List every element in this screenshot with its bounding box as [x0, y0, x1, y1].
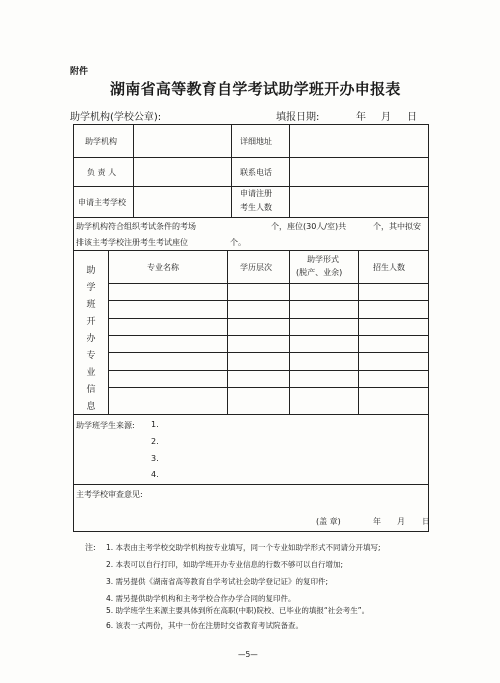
note-item: 4. 需另提供助学机构和主考学校合作办学合同的复印件。: [106, 594, 296, 603]
note-item: 3. 需另提供《湖南省高等教育自学考试社会助学登记证》的复印件;: [106, 577, 329, 586]
venue-line2-a: 排该主考学校注册考生考试座位: [76, 238, 188, 247]
col-form-line1: 助学形式: [307, 255, 339, 264]
source-item: 4.: [151, 470, 159, 479]
col-enrollment: 招生人数: [373, 263, 405, 272]
address-label: 详细地址: [240, 137, 272, 146]
review-day: 日: [422, 517, 430, 526]
page-number: —5—: [238, 650, 258, 659]
seal-label: (盖 章): [316, 517, 341, 526]
person-in-charge-label: 负 责 人: [87, 168, 117, 177]
source-item: 2.: [151, 437, 159, 446]
institution-seal-label: 助学机构(学校公章):: [70, 112, 162, 123]
note-item: 6. 该表一式两份，其中一份在注册时交省教育考试院备查。: [106, 621, 304, 630]
note-item: 1. 本表由主考学校交助学机构按专业填写，同一个专业如助学形式不同请分开填写;: [106, 543, 381, 552]
phone-label: 联系电话: [240, 168, 272, 177]
majors-side-char: 学: [86, 283, 96, 293]
majors-side-char: 专: [86, 351, 96, 361]
main-school-label: 申请主考学校: [78, 198, 126, 207]
sources-label: 助学班学生来源:: [76, 421, 135, 430]
date-label: 填报日期:: [276, 112, 320, 123]
majors-side-char: 助: [86, 266, 96, 276]
majors-side-char: 信: [86, 385, 96, 395]
date-day: 日: [407, 112, 417, 123]
majors-side-char: 开: [86, 317, 96, 327]
date-month: 月: [381, 112, 391, 123]
review-label: 主考学校审查意见:: [76, 490, 143, 499]
source-item: 3.: [151, 454, 159, 463]
majors-side-char: 办: [86, 334, 96, 344]
venue-line1-b: 个，座位(30人/室)共: [271, 222, 347, 231]
venue-line2-b: 个。: [230, 238, 246, 247]
col-level: 学历层次: [240, 263, 272, 272]
col-major-name: 专业名称: [147, 263, 179, 272]
majors-side-char: 业: [86, 368, 96, 378]
registrants-label-line2: 考生人数: [240, 203, 272, 212]
date-year: 年: [356, 112, 366, 123]
majors-side-char: 班: [86, 300, 96, 310]
note-item: 2. 本表可以自行打印，如助学班开办专业信息的行数不够可以自行增加;: [106, 560, 344, 569]
registrants-label-line1: 申请注册: [240, 189, 272, 198]
review-month: 月: [397, 517, 405, 526]
venue-line1-a: 助学机构符合组织考试条件的考场: [76, 222, 196, 231]
source-item: 1.: [151, 420, 159, 429]
notes-prefix: 注:: [85, 543, 96, 552]
col-form-line2: (脱产、业余): [296, 268, 343, 277]
majors-side-char: 息: [86, 402, 96, 412]
page-title: 湖南省高等教育自学考试助学班开办申报表: [110, 80, 401, 98]
review-year: 年: [373, 517, 381, 526]
attachment-label: 附件: [70, 67, 89, 77]
venue-line1-c: 个，其中拟安: [373, 222, 421, 231]
institution-name-label: 助学机构: [85, 137, 117, 146]
note-item: 5. 助学班学生来源主要具体到所在高职(中职)院校、已毕业的填报“社会考生”。: [106, 606, 370, 615]
